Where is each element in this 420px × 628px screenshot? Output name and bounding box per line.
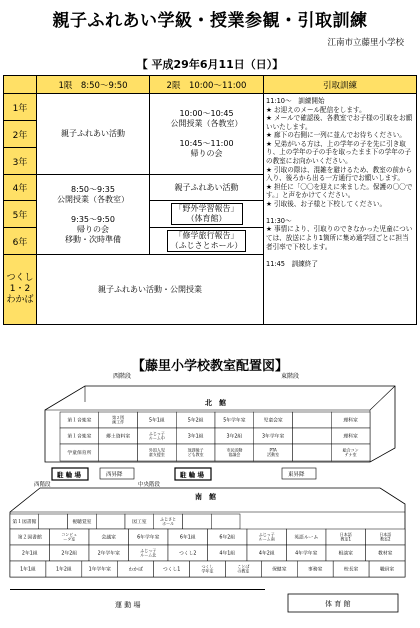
room-label: 日本語 bbox=[339, 532, 352, 538]
header-period2: 2限 10:00～11:00 bbox=[150, 76, 264, 94]
room-label: 理科室 bbox=[343, 434, 358, 440]
room-label: ども教室 bbox=[187, 452, 204, 458]
special-classes: つくし 1・2 わかば bbox=[4, 255, 37, 325]
room-label: 2年学年室 bbox=[97, 551, 120, 557]
room-label: 3年学年室 bbox=[262, 434, 285, 440]
pickup-note: ★ メールで確認後、各教室でお子様の引取をお願いいたします。 bbox=[266, 114, 413, 131]
room-label: ータ室 bbox=[63, 536, 76, 542]
room-label: ことば bbox=[237, 564, 250, 570]
pickup-notes-list bbox=[266, 97, 414, 268]
south-building-label: 南 館 bbox=[195, 493, 216, 501]
room-label: つくし1 bbox=[162, 567, 181, 573]
room-label: 5年学年室 bbox=[223, 418, 246, 424]
grade-3: 3年 bbox=[4, 148, 37, 175]
map-title: 【藤里小学校教室配置図】 bbox=[131, 359, 288, 374]
room-label: わかば bbox=[128, 567, 143, 573]
room-label: 児童会室 bbox=[263, 418, 283, 424]
north-building-label: 北 館 bbox=[205, 399, 226, 407]
room-label: 2年1組 bbox=[21, 551, 38, 557]
schedule-table bbox=[3, 75, 417, 325]
p1-grades-1-3: 親子ふれあい活動 bbox=[37, 94, 150, 175]
grade-4: 4年 bbox=[4, 175, 37, 201]
header-period1: 1限 8:50～9:50 bbox=[37, 76, 150, 94]
grade-2: 2年 bbox=[4, 121, 37, 148]
page-title: 親子ふれあい学級・授業参観・引取訓練 bbox=[52, 11, 368, 31]
room-label: 5年1組 bbox=[149, 418, 165, 424]
room-label: 理科室 bbox=[343, 418, 358, 424]
room-label: ルーム南 bbox=[258, 536, 275, 542]
west-entrance-label: 西昇降 bbox=[106, 472, 123, 478]
pickup-note bbox=[266, 251, 414, 260]
room-label: 相談室 bbox=[338, 551, 353, 557]
room-label: 外国人児 bbox=[148, 447, 165, 453]
room-label: 第１図書館 bbox=[12, 520, 37, 526]
room-label: 活動室 bbox=[267, 452, 280, 458]
room-label: の教室 bbox=[237, 568, 250, 574]
central-stairs: 中央階段 bbox=[138, 482, 161, 488]
room-label: 会議室 bbox=[101, 535, 116, 541]
room-label: 6年学年室 bbox=[137, 535, 160, 541]
classroom-map bbox=[0, 372, 420, 628]
grade-1: 1年 bbox=[4, 94, 37, 121]
room-label: 4年学年室 bbox=[295, 551, 318, 557]
room-label: 童支援室 bbox=[148, 452, 165, 458]
room-label: つくし2 bbox=[179, 551, 197, 557]
room-label: 1年学年室 bbox=[88, 567, 111, 573]
room-label: テナ室 bbox=[344, 452, 357, 458]
room-label: 日本語 bbox=[379, 532, 392, 538]
pickup-notes bbox=[264, 94, 417, 325]
pickup-note: ★ 廊下の右側に一列に並んでお待ちください。 bbox=[266, 131, 406, 140]
gym-label: 体 育 館 bbox=[325, 600, 351, 608]
room-label: 6年2組 bbox=[219, 535, 236, 541]
room-label: 学童保育所 bbox=[67, 451, 92, 457]
room bbox=[293, 444, 332, 461]
east-entrance-label: 東昇降 bbox=[288, 472, 305, 478]
east-stairs-top: 東階段 bbox=[281, 373, 300, 380]
room-label: 学年室 bbox=[201, 568, 214, 574]
room-label: 教材室 bbox=[378, 551, 393, 557]
room-label: 5年2組 bbox=[187, 418, 204, 424]
parking-west-label: 駐 輪 場 bbox=[57, 471, 82, 479]
pickup-note: 11:10～ 訓練開始 bbox=[266, 97, 325, 105]
room-label: ルーム北 bbox=[140, 552, 157, 558]
west-stairs-bottom: 西階段 bbox=[34, 482, 51, 488]
school-name: 江南市立藤里小学校 bbox=[327, 38, 404, 48]
room-label: 4年2組 bbox=[258, 551, 275, 557]
room-label: 教室1 bbox=[340, 536, 352, 542]
room-label: ふじさと bbox=[160, 516, 177, 522]
room-label: 教室2 bbox=[379, 536, 391, 542]
header-pickup: 引取訓練 bbox=[264, 76, 417, 94]
room-label: 事務室 bbox=[308, 567, 323, 573]
room-label: 校長室 bbox=[343, 567, 359, 573]
parking-center-label: 駐 輪 場 bbox=[180, 471, 205, 479]
room-label: 第２図書館 bbox=[17, 535, 42, 541]
room-label: 第１音楽室 bbox=[67, 418, 92, 424]
room bbox=[39, 514, 68, 529]
room-label: 第１音楽室 bbox=[67, 434, 92, 440]
room-label: ホール bbox=[162, 521, 175, 527]
room-label: コンピュ bbox=[61, 532, 78, 538]
pickup-note: ★ 兄弟がいる方は、上の学年の子を先に引き取り、上の学年の子の手を取ったまま下の学年の子の教室にお向かいください。 bbox=[266, 139, 412, 165]
room bbox=[293, 428, 332, 444]
schedule-header-row bbox=[4, 76, 417, 94]
p2-grade-5: 「野外学習報告」 （体育館） bbox=[171, 203, 243, 225]
pickup-note: ★ 事情により、引取りのできなかった児童については、放送により1箇所に集め通学団ごとに担当者引率で下校します。 bbox=[266, 225, 413, 251]
p2-grades-1-3: 10:00～10:45 公開授業（各教室） 10:45～11:00 帰りの会 bbox=[150, 94, 264, 175]
pickup-note: ★ お迎えのメール配信をします。 bbox=[266, 105, 366, 114]
p2-grade-6: 「修学旅行報告」 （ふじさとホール） bbox=[167, 230, 247, 252]
p2-grade-4: 親子ふれあい活動 bbox=[150, 175, 264, 201]
pickup-note: 11:30～ bbox=[266, 216, 292, 225]
p1-grades-4-6: 8:50～9:35 公開授業（各教室） 9:35～9:50 帰りの会 移動・次時準備 bbox=[37, 175, 150, 255]
room-label: 4年1組 bbox=[219, 551, 236, 557]
room-label: 6年1組 bbox=[179, 535, 196, 541]
room-label: 2年2組 bbox=[61, 551, 78, 557]
room-label: ふじっ子 bbox=[148, 431, 165, 437]
room bbox=[96, 514, 125, 529]
room-label: 保健室 bbox=[272, 567, 287, 573]
room bbox=[293, 412, 332, 428]
pickup-note bbox=[266, 208, 414, 217]
room bbox=[99, 444, 138, 461]
event-date: 【 平成29年6月11日（日）】 bbox=[136, 58, 284, 71]
pickup-note: ★ 担任に「〇〇を迎えに来ました。保護の〇〇です。」と声をかけてください。 bbox=[266, 182, 413, 200]
pickup-note: 11:45 訓練終了 bbox=[266, 259, 318, 268]
playground-label: 運 動 場 bbox=[115, 601, 141, 609]
room-label: ルーム中 bbox=[148, 435, 165, 441]
pickup-note: ★ 引取後、お子様と下校してください。 bbox=[266, 199, 387, 208]
grade-5: 5年 bbox=[4, 201, 37, 228]
room-label: 第２図 bbox=[112, 415, 125, 421]
room-label: 図工室 bbox=[132, 520, 147, 526]
room-label: 協議会 bbox=[228, 452, 241, 458]
room-label: つくし bbox=[201, 564, 214, 570]
room-label: 3年1組 bbox=[187, 434, 204, 440]
room-label: 1年1組 bbox=[20, 567, 36, 573]
west-stairs-top: 西階段 bbox=[113, 373, 132, 380]
room-label: 職員室 bbox=[379, 567, 395, 573]
room-label: ふじっ子 bbox=[258, 532, 275, 538]
room bbox=[211, 514, 240, 529]
room-label: 放課後子 bbox=[187, 447, 204, 453]
grade-6: 6年 bbox=[4, 228, 37, 255]
room-label: 英語ルーム bbox=[294, 535, 319, 541]
room bbox=[183, 514, 212, 529]
north-rooms bbox=[60, 412, 370, 461]
room-label: 画工作 bbox=[112, 419, 125, 425]
room-label: 1年2組 bbox=[56, 567, 72, 573]
room-label: 視聴覚室 bbox=[72, 520, 92, 526]
room-label: PTA bbox=[269, 447, 277, 453]
room-label: 3年2組 bbox=[226, 434, 243, 440]
room-label: ふじっ子 bbox=[140, 548, 157, 554]
pickup-note: ★ 引取の際は、混雑を避けるため、教室の前から入り、後ろから出る一方通行でお願いします。 bbox=[266, 165, 413, 183]
room-label: 郷土資料室 bbox=[106, 434, 131, 440]
header-blank bbox=[4, 76, 37, 94]
room-label: 市民活動 bbox=[226, 447, 243, 453]
special-activity: 親子ふれあい活動・公開授業 bbox=[37, 255, 264, 325]
room-label: 総合コン bbox=[342, 447, 359, 453]
